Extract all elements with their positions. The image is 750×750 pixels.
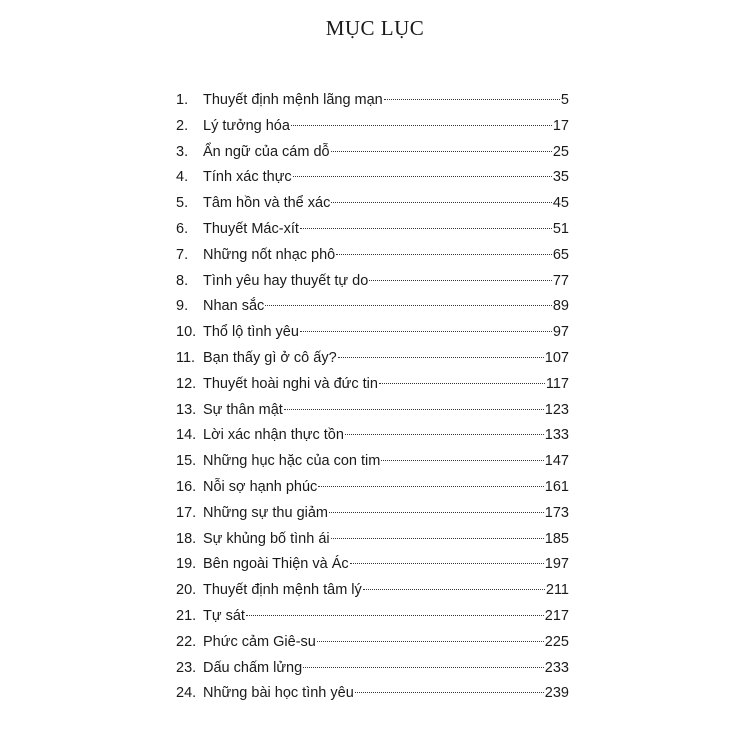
toc-entry	[176, 243, 569, 269]
dot-leader	[355, 692, 544, 693]
toc-entry	[176, 656, 569, 682]
toc-entry	[176, 88, 569, 114]
dot-leader	[369, 280, 552, 281]
toc-entry-number: 5.	[176, 195, 189, 212]
toc-entry-title: Nhan sắc	[203, 298, 265, 315]
toc-entry-title: Những bài học tình yêu	[203, 685, 354, 702]
dot-leader	[329, 512, 544, 513]
toc-entry-page-number: 217	[544, 607, 569, 624]
toc-entry	[176, 527, 569, 553]
dot-leader	[331, 151, 552, 152]
toc-entry-page-number: 225	[544, 633, 569, 650]
toc-entry-title: Tính xác thực	[203, 169, 292, 186]
toc-entry-page-number: 233	[544, 659, 569, 676]
toc-entry-page-number: 5	[560, 92, 569, 108]
toc-entry-number: 7.	[176, 246, 189, 263]
toc-entry-title: Tình yêu hay thuyết tự do	[203, 272, 369, 289]
toc-entry-title: Dấu chấm lửng	[203, 659, 303, 676]
toc-entry-title: Lời xác nhận thực tồn	[203, 427, 344, 444]
toc-entry	[176, 449, 569, 475]
toc-entry-title: Phức cảm Giê-su	[203, 633, 316, 650]
toc-entry-number: 9.	[176, 298, 189, 315]
toc-entry-page-number: 51	[552, 220, 569, 237]
toc-entry	[176, 604, 569, 630]
toc-entry-number: 14.	[176, 427, 197, 444]
toc-entry	[176, 398, 569, 424]
toc-entry-page-number: 173	[544, 504, 569, 521]
toc-entry-number: 2.	[176, 117, 189, 134]
dot-leader	[318, 486, 543, 487]
toc-entry-page-number: 45	[552, 195, 569, 212]
dot-leader	[331, 202, 552, 203]
toc-entry-title: Lý tưởng hóa	[203, 117, 290, 134]
toc-entry	[176, 630, 569, 656]
toc-entry-number: 21.	[176, 607, 197, 624]
toc-entry	[176, 475, 569, 501]
toc-entry-number: 16.	[176, 478, 197, 495]
toc-entry-page-number: 77	[552, 272, 569, 289]
toc-entry-title: Thuyết hoài nghi và đức tin	[203, 375, 378, 392]
toc-entry-number: 17.	[176, 504, 197, 521]
toc-entry-title: Bên ngoài Thiện và Ác	[203, 556, 349, 573]
dot-leader	[336, 254, 552, 255]
toc-entry-page-number: 35	[552, 169, 569, 186]
dot-leader	[265, 305, 552, 306]
toc-entry	[176, 217, 569, 243]
toc-entry-page-number: 185	[544, 530, 569, 547]
toc-entry-title: Sự khủng bố tình ái	[203, 530, 330, 547]
toc-entry-page-number: 25	[552, 143, 569, 160]
toc-entry	[176, 681, 569, 707]
toc-entry-title: Nỗi sợ hạnh phúc	[203, 478, 318, 495]
toc-entry-number: 19.	[176, 556, 197, 573]
toc-entry-page-number: 65	[552, 246, 569, 263]
toc-entry-page-number: 17	[552, 117, 569, 134]
toc-entry-title: Tâm hồn và thể xác	[203, 195, 331, 212]
toc-entry-title: Tự sát	[203, 607, 245, 624]
toc-entry	[176, 294, 569, 320]
toc-entry-title: Những nốt nhạc phô	[203, 246, 336, 263]
toc-entry-page-number: 211	[545, 582, 569, 599]
toc-entry-title: Ẩn ngữ của cám dỗ	[203, 143, 330, 160]
toc-entry	[176, 320, 569, 346]
toc-entry-title: Thuyết Mác-xít	[203, 220, 299, 237]
toc-entry-number: 10.	[176, 324, 197, 341]
toc-entry-number: 12.	[176, 375, 197, 392]
dot-leader	[331, 538, 544, 539]
toc-entry-title: Sự thân mật	[203, 401, 283, 418]
toc-entry-title: Thuyết định mệnh lãng mạn	[203, 92, 383, 108]
toc-entry-page-number: 197	[544, 556, 569, 573]
toc-entry-number: 1.	[176, 92, 189, 108]
toc-entry	[176, 165, 569, 191]
toc-entry	[176, 269, 569, 295]
dot-leader	[300, 228, 552, 229]
toc-entry-number: 3.	[176, 143, 189, 160]
table-of-contents	[176, 88, 569, 707]
toc-entry	[176, 114, 569, 140]
toc-entry-title: Thổ lộ tình yêu	[203, 324, 299, 341]
toc-entry-number: 15.	[176, 453, 197, 470]
toc-entry-title: Bạn thấy gì ở cô ấy?	[203, 349, 337, 366]
toc-entry-number: 24.	[176, 685, 197, 702]
dot-leader	[345, 434, 544, 435]
toc-entry-title: Những sự thu giảm	[203, 504, 328, 521]
toc-entry-page-number: 239	[544, 685, 569, 702]
dot-leader	[338, 357, 544, 358]
toc-entry-number: 18.	[176, 530, 197, 547]
toc-entry-number: 22.	[176, 633, 197, 650]
toc-entry	[176, 372, 569, 398]
dot-leader	[291, 125, 552, 126]
toc-entry	[176, 552, 569, 578]
dot-leader	[293, 176, 552, 177]
toc-entry-page-number: 97	[552, 324, 569, 341]
toc-entry-page-number: 147	[544, 453, 569, 470]
dot-leader	[284, 409, 544, 410]
toc-entry-page-number: 89	[552, 298, 569, 315]
page-title: MỤC LỤC	[325, 16, 425, 40]
toc-entry-page-number: 107	[544, 349, 569, 366]
dot-leader	[303, 667, 544, 668]
dot-leader	[379, 383, 545, 384]
toc-entry	[176, 346, 569, 372]
toc-entry-number: 4.	[176, 169, 189, 186]
toc-entry-number: 11.	[176, 349, 196, 366]
toc-entry-number: 20.	[176, 582, 197, 599]
dot-leader	[300, 331, 552, 332]
toc-entry-number: 6.	[176, 220, 189, 237]
toc-entry	[176, 501, 569, 527]
toc-entry-page-number: 123	[544, 401, 569, 418]
dot-leader	[384, 99, 560, 100]
toc-entry	[176, 140, 569, 166]
toc-entry	[176, 578, 569, 604]
dot-leader	[381, 460, 543, 461]
dot-leader	[317, 641, 544, 642]
dot-leader	[350, 563, 544, 564]
toc-entry-page-number: 133	[544, 427, 569, 444]
toc-entry-page-number: 117	[545, 375, 569, 392]
toc-entry-title: Thuyết định mệnh tâm lý	[203, 582, 362, 599]
toc-entry-number: 8.	[176, 272, 189, 289]
dot-leader	[246, 615, 544, 616]
dot-leader	[363, 589, 545, 590]
toc-entry	[176, 423, 569, 449]
toc-entry	[176, 191, 569, 217]
toc-entry-page-number: 161	[544, 478, 569, 495]
toc-entry-title: Những hục hặc của con tim	[203, 453, 381, 470]
toc-entry-number: 23.	[176, 659, 197, 676]
toc-entry-number: 13.	[176, 401, 197, 418]
